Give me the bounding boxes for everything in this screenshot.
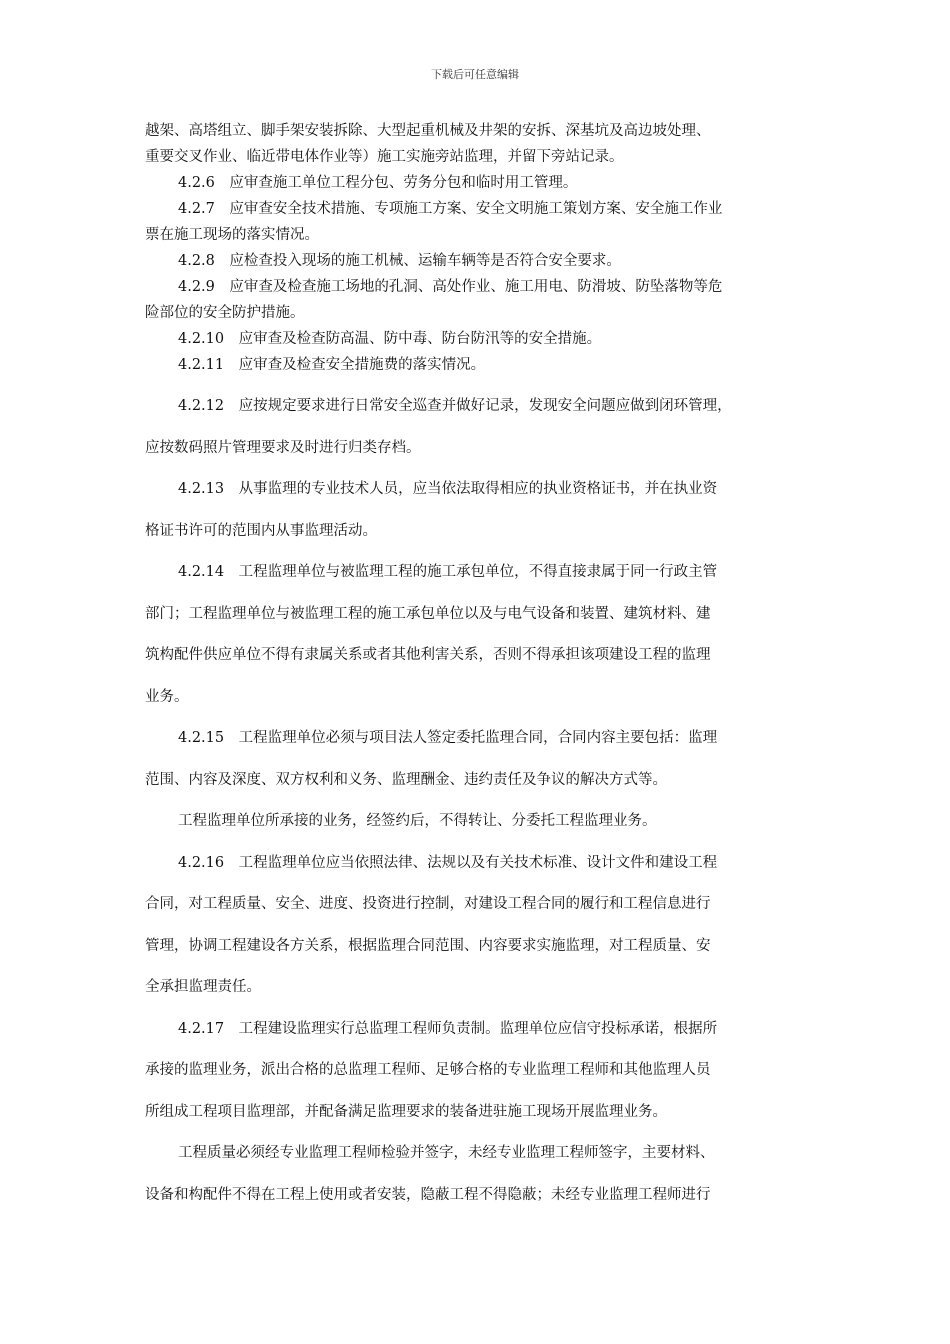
text-line: 工程质量必须经专业监理工程师检验并签字，未经专业监理工程师签字，主要材料、 <box>178 1145 715 1161</box>
text-line: 承接的监理业务，派出合格的总监理工程师、足够合格的专业监理工程师和其他监理人员 <box>145 1062 711 1078</box>
text-line: 设备和构配件不得在工程上使用或者安装，隐蔽工程不得隐蔽；未经专业监理工程师进行 <box>145 1186 711 1203</box>
text-line: 4.2.10 应审查及检查防高温、防中毒、防台防汛等的安全措施。 <box>178 331 602 347</box>
text-line: 4.2.6 应审查施工单位工程分包、劳务分包和临时用工管理。 <box>178 175 578 191</box>
text-line: 4.2.9 应审查及检查施工场地的孔洞、高处作业、施工用电、防滑坡、防坠落物等危 <box>178 279 723 295</box>
text-line: 管理，协调工程建设各方关系，根据监理合同范围、内容要求实施监理，对工程质量、安 <box>145 937 711 954</box>
section-gap <box>145 378 805 386</box>
tight-section <box>145 118 805 378</box>
text-line: 险部位的安全防护措施。 <box>145 305 305 321</box>
text-line: 越架、高塔组立、脚手架安装拆除、大型起重机械及井架的安拆、深基坑及高边坡处理、 <box>145 123 711 139</box>
page-header: 下载后可任意编辑 <box>431 68 519 81</box>
text-line: 4.2.11 应审查及检查安全措施费的落实情况。 <box>178 357 486 373</box>
text-line: 重要交叉作业、临近带电体作业等）施工实施旁站监理，并留下旁站记录。 <box>145 149 624 165</box>
text-line: 工程监理单位所承接的业务，经签约后，不得转让、分委托工程监理业务。 <box>178 813 657 829</box>
text-line: 票在施工现场的落实情况。 <box>145 227 319 243</box>
loose-section <box>145 386 805 1216</box>
text-line: 4.2.7 应审查安全技术措施、专项施工方案、安全文明施工策划方案、安全施工作业 <box>178 201 723 217</box>
text-line: 4.2.8 应检查投入现场的施工机械、运输车辆等是否符合安全要求。 <box>178 253 621 269</box>
text-line: 4.2.15 工程监理单位必须与项目法人签定委托监理合同，合同内容主要包括：监理 <box>178 730 718 746</box>
document-body <box>145 118 805 1216</box>
text-line: 4.2.12 应按规定要求进行日常安全巡查并做好记录，发现安全问题应做到闭环管理， <box>178 398 732 414</box>
text-line: 4.2.17 工程建设监理实行总监理工程师负责制。监理单位应信守投标承诺，根据所 <box>178 1020 718 1037</box>
text-line: 应按数码照片管理要求及时进行归类存档。 <box>145 439 421 456</box>
text-line: 4.2.16 工程监理单位应当依照法律、法规以及有关技术标准、设计文件和建设工程 <box>178 854 718 871</box>
text-line: 合同，对工程质量、安全、进度、投资进行控制，对建设工程合同的履行和工程信息进行 <box>145 896 711 912</box>
text-line: 筑构配件供应单位不得有隶属关系或者其他利害关系，否则不得承担该项建设工程的监理 <box>145 647 711 663</box>
text-line: 4.2.14 工程监理单位与被监理工程的施工承包单位，不得直接隶属于同一行政主管 <box>178 564 718 580</box>
text-line: 4.2.13 从事监理的专业技术人员，应当依法取得相应的执业资格证书，并在执业资 <box>178 481 718 497</box>
text-line: 全承担监理责任。 <box>145 979 261 995</box>
text-line: 部门；工程监理单位与被监理工程的施工承包单位以及与电气设备和装置、建筑材料、建 <box>145 605 711 622</box>
text-line: 所组成工程项目监理部，并配备满足监理要求的装备进驻施工现场开展监理业务。 <box>145 1103 667 1120</box>
text-line: 范围、内容及深度、双方权利和义务、监理酬金、违约责任及争议的解决方式等。 <box>145 771 667 788</box>
text-line: 格证书许可的范围内从事监理活动。 <box>145 522 377 539</box>
text-line: 业务。 <box>145 688 189 705</box>
